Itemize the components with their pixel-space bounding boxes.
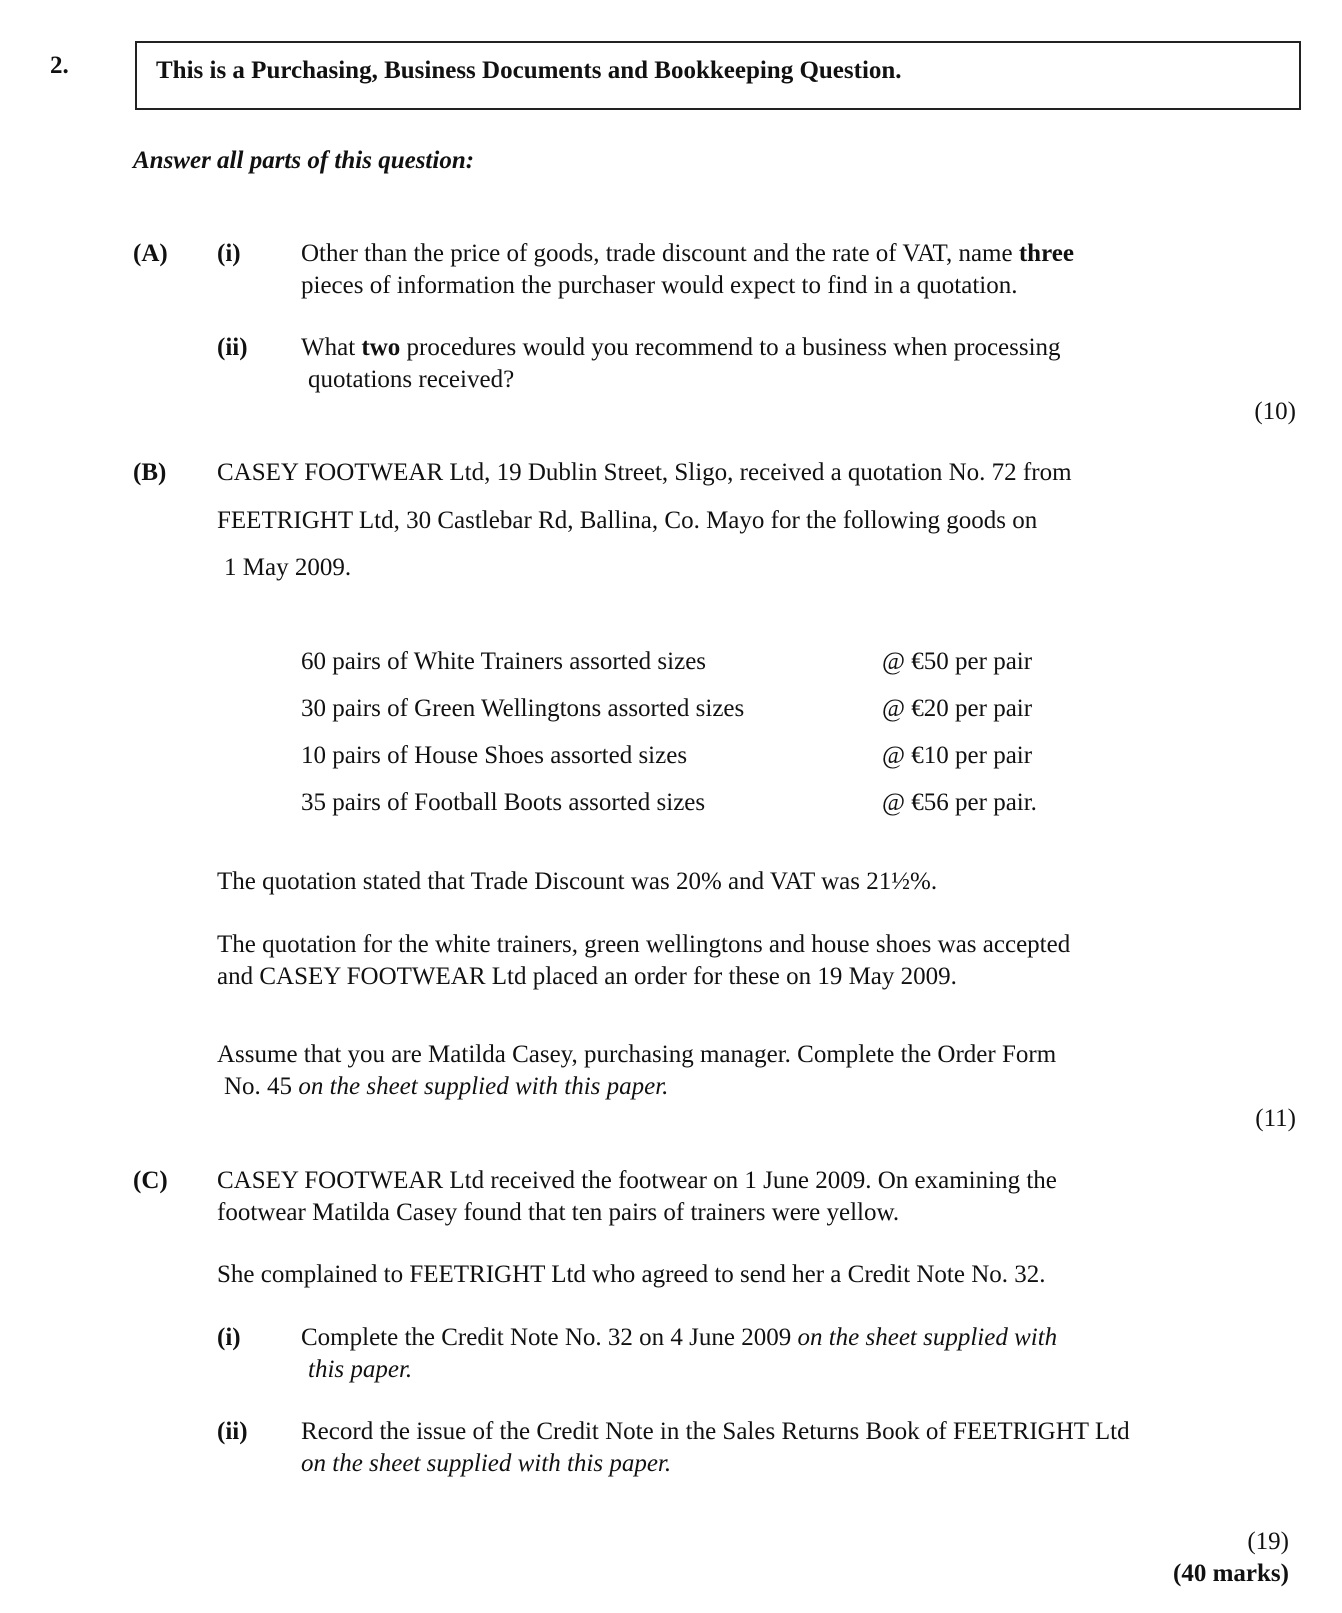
- part-c-i-italic: on the sheet supplied with: [797, 1324, 1058, 1351]
- item-desc: 10 pairs of House Shoes assorted sizes: [301, 742, 688, 769]
- part-c-i-line2: this paper.: [308, 1356, 413, 1383]
- part-a-i-bold-word: three: [1018, 240, 1074, 267]
- part-b-assume-pre: No. 45: [224, 1073, 299, 1100]
- part-c-i-line1: [301, 1322, 1057, 1354]
- part-b-intro-line3: 1 May 2009.: [224, 554, 352, 581]
- part-b-assume-line1: Assume that you are Matilda Casey, purchasing manager. Complete the Order Form: [217, 1041, 1057, 1068]
- part-a-i-label: (i): [217, 240, 241, 267]
- item-desc: 60 pairs of White Trainers assorted sizes: [301, 648, 707, 675]
- part-a-label: (A): [133, 240, 168, 267]
- part-c-received-line1: CASEY FOOTWEAR Ltd received the footwear on 1 June 2009. On examining the: [217, 1167, 1057, 1194]
- part-c-received-line2: footwear Matilda Casey found that ten pairs of trainers were yellow.: [217, 1199, 900, 1226]
- part-a-ii-line1: [301, 332, 1061, 364]
- part-b-assume-italic: on the sheet supplied with this paper.: [298, 1073, 669, 1100]
- part-c-complained-line: She complained to FEETRIGHT Ltd who agreed to send her a Credit Note No. 32.: [217, 1261, 1046, 1288]
- part-c-i-label: (i): [217, 1324, 241, 1351]
- part-c-label: (C): [133, 1167, 168, 1194]
- item-price: @ €10 per pair: [882, 742, 1033, 769]
- part-b-discount-line: The quotation stated that Trade Discount was 20% and VAT was 21½%.: [217, 868, 938, 895]
- item-desc: 30 pairs of Green Wellingtons assorted sizes: [301, 695, 745, 722]
- part-b-intro-line2: FEETRIGHT Ltd, 30 Castlebar Rd, Ballina, Co. Mayo for the following goods on: [217, 507, 1038, 534]
- part-b-accepted-line2: and CASEY FOOTWEAR Ltd placed an order for these on 19 May 2009.: [217, 963, 957, 990]
- part-a-i-line2: pieces of information the purchaser would expect to find in a quotation.: [301, 272, 1018, 299]
- question-number: 2.: [50, 52, 69, 79]
- part-b-assume-line2: [224, 1071, 668, 1103]
- part-a-i-line1-text: Other than the price of goods, trade discount and the rate of VAT, name: [301, 240, 1019, 267]
- part-b-intro-line1: CASEY FOOTWEAR Ltd, 19 Dublin Street, Sligo, received a quotation No. 72 from: [217, 459, 1072, 486]
- part-c-ii-label: (ii): [217, 1418, 248, 1445]
- part-c-ii-line2: on the sheet supplied with this paper.: [301, 1450, 672, 1477]
- item-price: @ €56 per pair.: [882, 789, 1037, 816]
- part-a-marks: (10): [1254, 398, 1296, 425]
- total-marks: (40 marks): [1173, 1560, 1289, 1587]
- part-c-marks: (19): [1247, 1528, 1289, 1555]
- item-price: @ €50 per pair: [882, 648, 1033, 675]
- item-desc: 35 pairs of Football Boots assorted sizes: [301, 789, 706, 816]
- part-b-accepted-line1: The quotation for the white trainers, green wellingtons and house shoes was accepted: [217, 931, 1071, 958]
- part-c-i-pre: Complete the Credit Note No. 32 on 4 June 2009: [301, 1324, 798, 1351]
- part-b-label: (B): [133, 459, 167, 486]
- item-price: @ €20 per pair: [882, 695, 1033, 722]
- part-a-ii-pre: What: [301, 334, 362, 361]
- part-a-ii-label: (ii): [217, 334, 248, 361]
- question-title-box: [135, 41, 1301, 110]
- part-b-marks: (11): [1255, 1105, 1296, 1132]
- part-a-ii-line2: quotations received?: [308, 366, 515, 393]
- part-a-i-line1: [301, 238, 1074, 270]
- question-title: This is a Purchasing, Business Documents and Bookkeeping Question.: [156, 57, 902, 84]
- part-c-ii-line1: Record the issue of the Credit Note in the Sales Returns Book of FEETRIGHT Ltd: [301, 1418, 1130, 1445]
- instruction: Answer all parts of this question:: [133, 147, 475, 174]
- part-a-ii-post: procedures would you recommend to a business when processing: [400, 334, 1061, 361]
- part-a-ii-bold-word: two: [361, 334, 401, 361]
